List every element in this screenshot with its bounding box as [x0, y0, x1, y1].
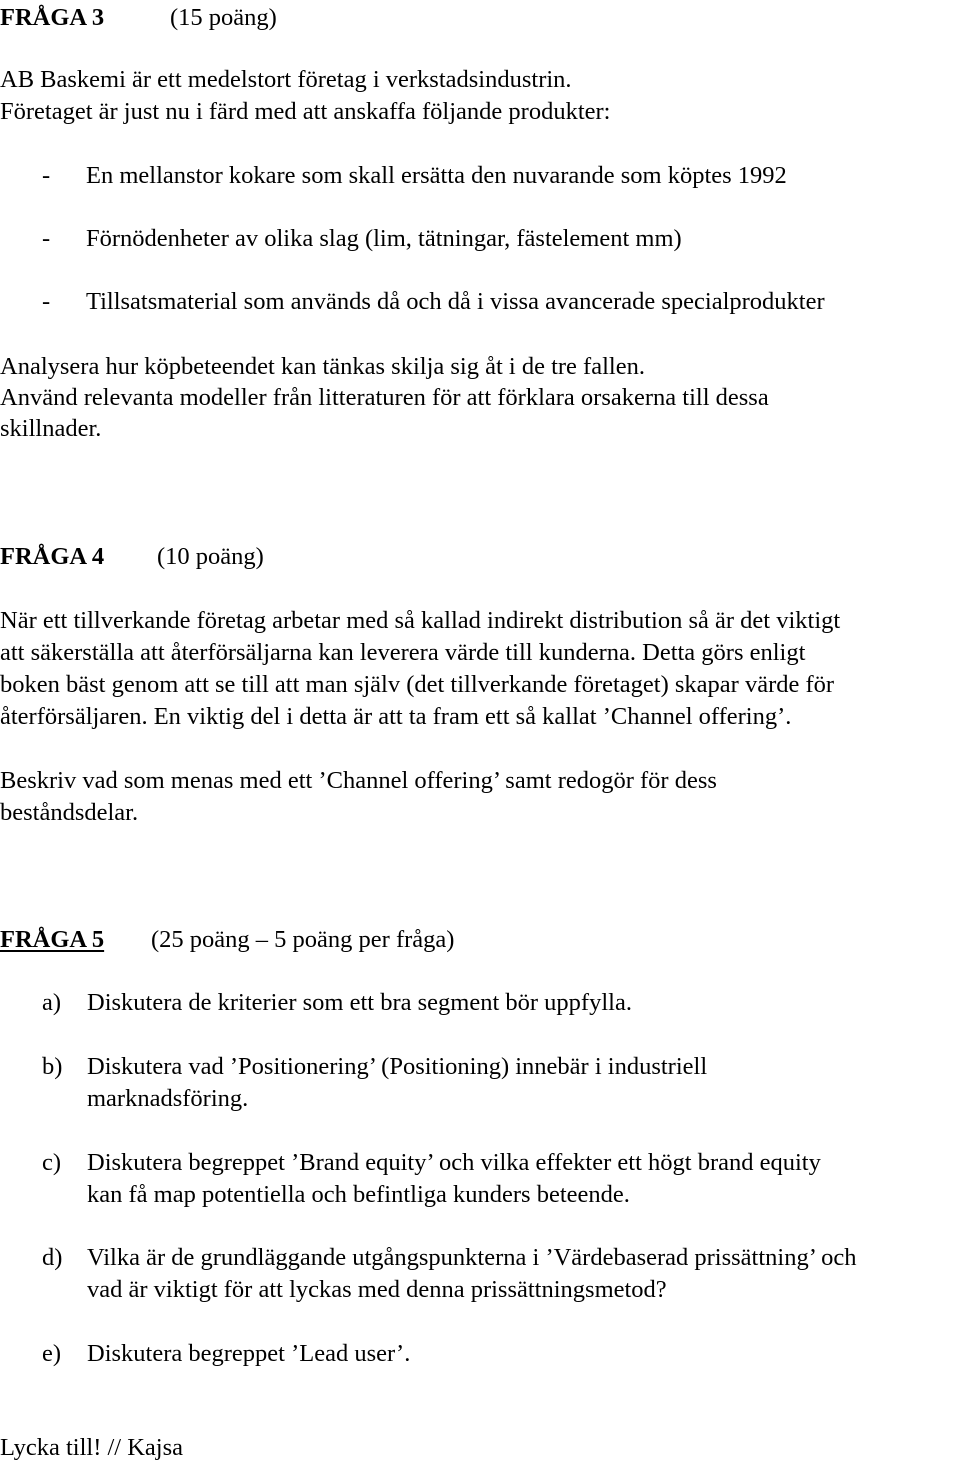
item-letter: c) — [42, 1149, 62, 1176]
item-letter: e) — [42, 1340, 62, 1367]
bullet-dash: - — [42, 225, 51, 252]
question-5-heading: FRÅGA 5 — [0, 926, 105, 953]
closing-signature: Lycka till! // Kajsa — [0, 1434, 184, 1461]
question-3-points: (15 poäng) — [170, 4, 277, 31]
question-5-points: (25 poäng – 5 poäng per fråga) — [151, 926, 455, 953]
item-text: marknadsföring. — [87, 1085, 249, 1112]
item-text: Vilka är de grundläggande utgångspunkterna i ’Värdebaserad prissättning’ och — [87, 1244, 857, 1271]
question-3-intro-line: AB Baskemi är ett medelstort företag i verkstadsindustrin. — [0, 66, 572, 93]
question-4-paragraph-line: När ett tillverkande företag arbetar med så kallad indirekt distribution så är det viktigt — [0, 607, 841, 634]
question-4-points: (10 poäng) — [157, 543, 264, 570]
question-3-task-line: Analysera hur köpbeteendet kan tänkas skilja sig åt i de tre fallen. — [0, 353, 645, 380]
item-letter: a) — [42, 989, 62, 1016]
bullet-dash: - — [42, 162, 51, 189]
question-4-heading: FRÅGA 4 — [0, 543, 105, 570]
question-4-task-line: Beskriv vad som menas med ett ’Channel offering’ samt redogör för dess — [0, 767, 717, 794]
question-3-task-line: Använd relevanta modeller från litteraturen för att förklara orsakerna till dessa — [0, 384, 769, 411]
question-4-task-line: beståndsdelar. — [0, 799, 139, 826]
question-4-paragraph-line: att säkerställa att återförsäljarna kan leverera värde till kunderna. Detta görs enligt — [0, 639, 806, 666]
item-letter: d) — [42, 1244, 63, 1271]
bullet-text: En mellanstor kokare som skall ersätta den nuvarande som köptes 1992 — [86, 162, 787, 189]
question-4-paragraph-line: återförsäljaren. En viktig del i detta är att ta fram ett så kallat ’Channel offering’. — [0, 703, 792, 730]
question-3-intro-line: Företaget är just nu i färd med att anskaffa följande produkter: — [0, 98, 611, 125]
question-3-heading: FRÅGA 3 — [0, 4, 105, 31]
item-text: vad är viktigt för att lyckas med denna prissättningsmetod? — [87, 1276, 667, 1303]
question-4-paragraph-line: boken bäst genom att se till att man själv (det tillverkande företaget) skapar värde för — [0, 671, 835, 698]
item-text: Diskutera begreppet ’Brand equity’ och vilka effekter ett högt brand equity — [87, 1149, 821, 1176]
item-text: Diskutera begreppet ’Lead user’. — [87, 1340, 411, 1367]
bullet-text: Förnödenheter av olika slag (lim, tätningar, fästelement mm) — [86, 225, 682, 252]
bullet-text: Tillsatsmaterial som används då och då i vissa avancerade specialprodukter — [86, 288, 825, 315]
item-letter: b) — [42, 1053, 63, 1080]
bullet-dash: - — [42, 288, 51, 315]
item-text: Diskutera de kriterier som ett bra segment bör uppfylla. — [87, 989, 632, 1016]
item-text: kan få map potentiella och befintliga kunders beteende. — [87, 1181, 630, 1208]
item-text: Diskutera vad ’Positionering’ (Positioning) innebär i industriell — [87, 1053, 708, 1080]
question-3-task-line: skillnader. — [0, 415, 102, 442]
